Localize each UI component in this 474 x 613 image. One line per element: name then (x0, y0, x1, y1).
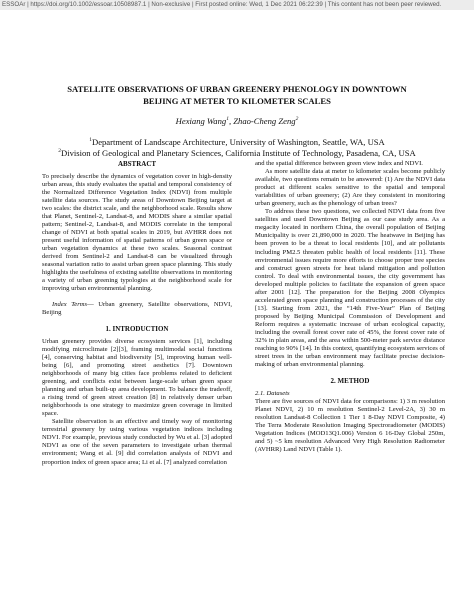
affiliation-1 (20, 137, 454, 148)
right-paragraph-1: and the spatial difference between green view index and NDVI. (255, 160, 423, 167)
author-1: Hexiang Wang (175, 116, 227, 126)
paper-title (40, 84, 434, 107)
introduction-heading: 1. INTRODUCTION (105, 325, 169, 334)
author-2: Zhao-Cheng Zeng (233, 116, 296, 126)
right-column (255, 160, 445, 454)
index-terms (42, 301, 232, 317)
datasets-body: There are five sources of NDVI data for comparisons: 1) 3 m resolution Planet NDVI, 2) 10 m resolution Sentinel-2 Level-2A, 3) 30 m resolution Landsat-8 Collection 1 Tier 1 8-Day NDVI Composite, 4) The Terra Moderate Resolution Imaging Spectroradiometer (MODIS) Vegetation Indices (MOD13Q1.006) Version 6 16-Day Global 250m, and 5) ~5 km resolution Advanced Very High Resolution Radiometer (AVHRR) Land NDVI (Table 1). (255, 397, 445, 454)
preprint-banner: ESSOAr | https://doi.org/10.1002/essoar.10508987.1 | Non-exclusive | First posted online: Wed, 1 Dec 2021 06:22:39 | This content has not been peer reviewed. (0, 0, 474, 10)
affiliation-1-mark: 1 (89, 137, 92, 144)
abstract-body: To precisely describe the dynamics of vegetation cover in high-density urban areas, this study evaluates the spatial and temporal consistency of the Normalized Difference Vegetation Index (NDVI) from multiple satellite data sources. The study areas of Downtown Beijing target at two scales: the district scale, and the neighborhood scale. Results show that Planet, Sentinel-2, Landsat-8, and MODIS share a similar spatial pattern; Sentinel-2, Landsat-8, and MODIS correlate in the temporal change of NDVI at both spatial scales in 2019, but AVHRR does not present useful information of spatial patterns of urban green space or urban vegetation dynamics at these two scales. Seasonal contrast derived from Sentinel-2 and Landsat-8 can be visualized through seasonal variation ratio to assist urban green space planning. This study highlights the usefulness of existing satellite observations in monitoring a variety of urban greening typologies at the neighborhood scale for improving urban environmental planning. (42, 172, 232, 293)
author-list (40, 116, 434, 127)
intro-paragraph-2: Satellite observation is an effective and timely way of monitoring terrestrial greenery by using various vegetation indices including NDVI. For example, previous study conducted by Wu et al. [3] adopted NDVI as one of the seven parameters to investigate urban thermal environment; Wang et al. [9] did correlation analysis of NDVI and proportion index of green space area; Li et al. [7] analyzed correlation (42, 418, 232, 466)
intro-paragraph-1: Urban greenery provides diverse ecosystem services [1], including modifying microclimate [2][3], framing multimodal social functions [4], conserving habitat and biodiversity [5], improving human well-being [6], and promoting street aesthetics [7]. Downtown neighborhoods of many big cities face problems related to deficient greening, and conflicts exist between large-scale urban green space planning and urban built-up area development. To balance the tradeoff, a rising trend of green street creation [8] in relatively denser urban neighborhoods is one strategy to maximize green coverage in limited space. (42, 337, 232, 418)
author-separator: , (228, 116, 234, 126)
left-column (42, 160, 232, 467)
index-terms-body: — Urban greenery, Satellite observations, NDVI, Beijing (42, 301, 232, 317)
abstract-heading: ABSTRACT (117, 160, 157, 168)
author-2-affil-mark: 2 (295, 116, 299, 123)
title-line-1: SATELLITE OBSERVATIONS OF URBAN GREENERY PHENOLOGY IN DOWNTOWN (67, 84, 407, 94)
right-paragraph-3: To address these two questions, we collected NDVI data from five satellites and used Downtown Beijing as our case study area. As a megacity located in northern China, the overall population of Beijing Municipality is over 21,890,000 in 2020. The heatwave in Beijing has been proven to be a threat to local residents [10], and air pollutants including PM2.5 threaten public health of local residents [11]. These environmental issues require more efforts to choose proper tree species and construct green streets for heat island mitigation and pollution control. To deal with environmental issues, the city government has developed multiple policies to facilitate the expansion of green space after 2001 [12]. The preparation for the Beijing 2008 Olympics accelerated green space planning and construction processes of the city [13]. Starting from 2021, the “14th Five-Year” Plan of Beijing proposed by Beijing Municipal Commission of Development and Reform requires a systematic increase of urban ecological capacity, including the overall forest cover rate of 45%, the forest cover rate of 32% in plain areas, and the area within 500-meter park service distance reaching to 90% [14]. In this context, quantifying ecosystem services of street trees in the urban environment may facilitate precise decision-making of urban environmental planning. (255, 208, 445, 369)
title-line-2: BEIJING AT METER TO KILOMETER SCALES (143, 95, 331, 106)
affiliation-2-text: Division of Geological and Planetary Sciences, California Institute of Technology, Pasadena, CA, USA (60, 148, 416, 158)
affiliation-1-text: Department of Landscape Architecture, University of Washington, Seattle, WA, USA (91, 137, 385, 147)
affiliation-2 (20, 148, 454, 159)
right-paragraph-2: As more satellite data at meter to kilometer scales become publicly available, two questions remain to be answered: (1) Are the NDVI data product at different scales sensitive to the spatial and temporal variabilities of urban greenery; (2) Are they consistent in monitoring urban greenery, such as the phenology of urban trees? (255, 168, 445, 208)
index-terms-label: Index Terms (52, 301, 88, 309)
method-heading: 2. METHOD (330, 377, 370, 386)
author-1-affil-mark: 1 (226, 116, 229, 123)
datasets-heading: 2.1. Datasets (255, 389, 290, 397)
affiliation-2-mark: 2 (58, 148, 61, 155)
